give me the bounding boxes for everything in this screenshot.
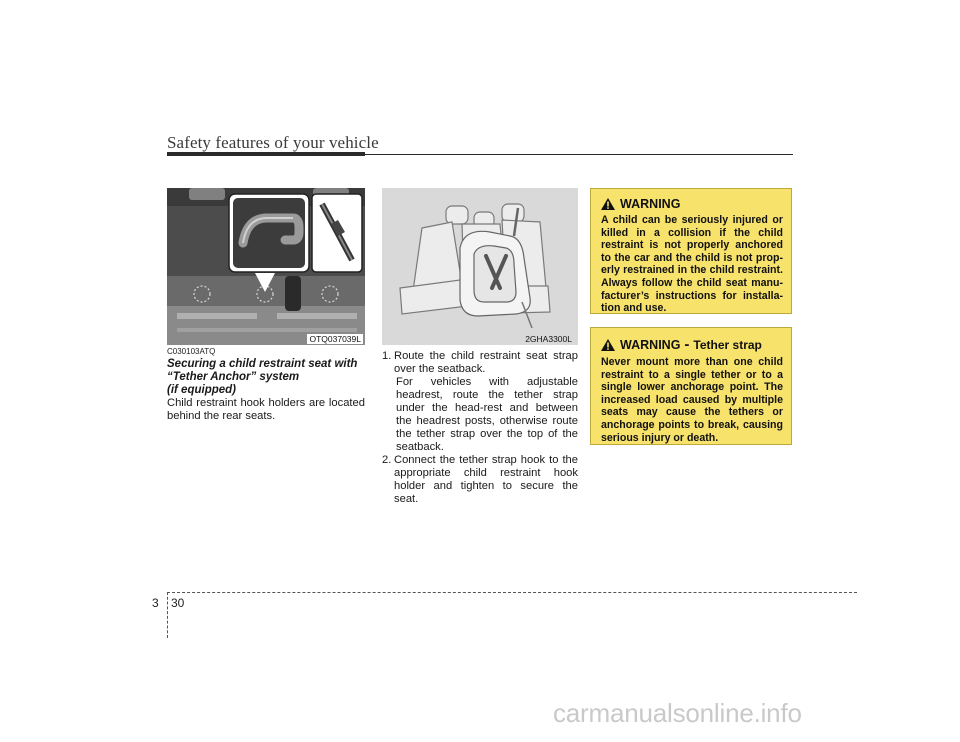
page-header-title: Safety features of your vehicle [167,133,379,152]
subtitle-line: Securing a child restraint seat with [167,358,358,370]
child-seat-illustration [382,188,578,345]
step-subtext: For vehicles with adjustable headrest, route the tether strap under the head-rest and between the headrest posts, otherwise route the tether strap over the top of the seatback. [396,376,578,453]
step-item [382,454,578,506]
section-paragraph: Child restraint hook holders are located behind the rear seats. [167,397,365,422]
figure-child-seat [382,188,578,345]
section-subtitle [167,358,367,397]
header-rule-thin [365,154,793,155]
watermark: carmanualsonline.info [553,698,802,728]
footer-chapter-number: 3 [152,596,159,610]
warning-box [590,188,792,314]
warning-body: A child can be seriously injured or killed in a collision if the child restraint is not properly anchored to the car and the child is not prop-erly restrained in the child restraint. Always follow the child seat manu-facturer’s instructions for installa-tion and use. [601,214,783,315]
footer-rule [167,592,857,593]
warning-title-dash: - [684,336,690,353]
warning-header [601,336,783,353]
step-item [382,350,578,454]
warning-triangle-icon [601,198,615,210]
figure-code: OTQ037039L [309,334,361,344]
warning-header [601,197,783,211]
warning-triangle-icon [601,339,615,351]
warning-title: WARNING [620,197,681,211]
footer-page-number: 30 [171,596,185,610]
step-text: Route the child restraint seat strap over the seatback. [394,350,578,375]
hook-holders-illustration [167,188,365,345]
figure-code: 2GHA3300L [525,334,572,344]
warning-body: Never mount more than one child restraint to a single tether or to a single lower anchorage point. The increased load caused by multiple seats may cause the tethers or anchorage points to break, causing serious injury or death. [601,356,783,444]
footer-vertical-rule [167,592,168,638]
step-text: Connect the tether strap hook to the appropriate child restraint hook holder and tighten to secure the seat. [394,454,578,505]
warning-title: WARNING [620,337,681,352]
figure-hook-holders [167,188,365,345]
section-code: C030103ATQ [167,347,216,356]
subtitle-line: “Tether Anchor” system [167,371,300,383]
step-number: 1. [382,350,392,362]
warning-subtitle: Tether strap [693,337,762,352]
warning-box-tether-strap [590,327,792,445]
subtitle-line: (if equipped) [167,384,236,396]
header-rule-thick [167,152,365,156]
steps-list [382,350,578,506]
step-number: 2. [382,454,392,466]
